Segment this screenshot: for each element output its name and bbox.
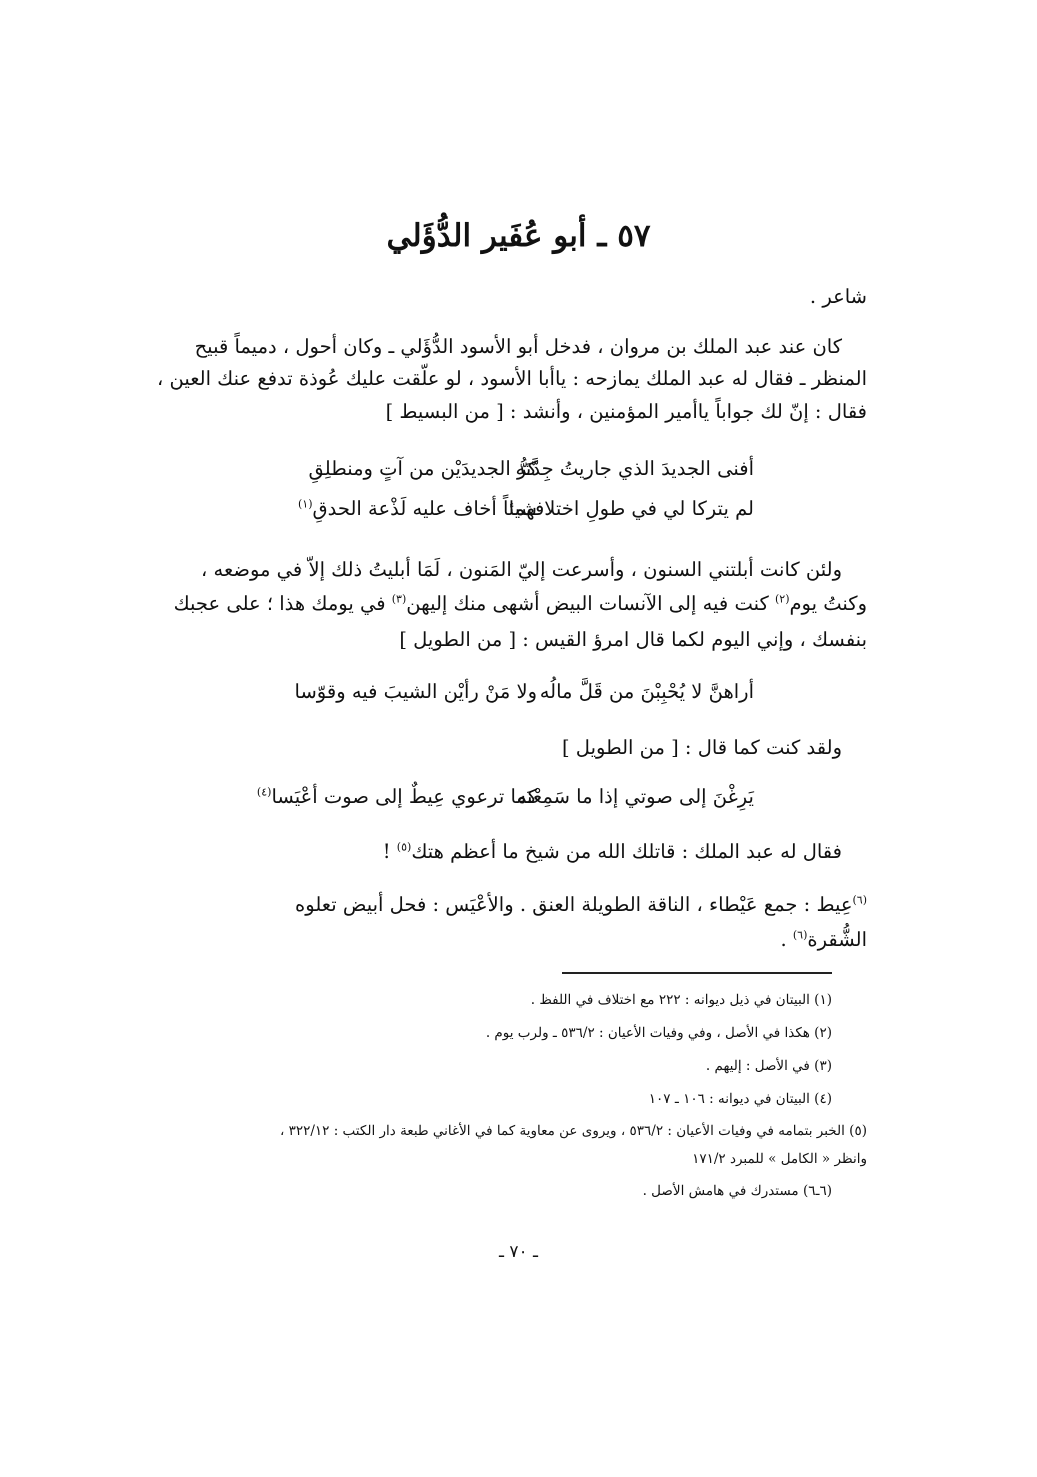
verse1-2-left-text: شيئاً أخاف عليه لَذْعة الحدقِ [312, 497, 537, 520]
verse1-1-left: كرُّ الجديدَيْن من آتٍ ومنطلِقِ [308, 457, 537, 480]
para2-line2-c: في يومك هذا ؛ على عجبك [173, 592, 392, 615]
footnote-ref-6b: (٦) [792, 928, 808, 942]
para5-line2 [167, 925, 867, 955]
footnote-2: (٢) هكذا في الأصل ، وفي وفيات الأعيان : ٥٣٦/٢ ـ ولرب يوم . [485, 1025, 832, 1041]
verse1-2-right: لم يتركا لي في طولِ اختلافهما [508, 497, 754, 520]
footnote-6: (٦ـ٦) مستدرك في هامش الأصل . [642, 1183, 832, 1199]
para2-line2-a: وكنتُ يوم [789, 592, 867, 615]
verse2-left: ولا مَنْ رأيْن الشيبَ فيه وقوّسا [294, 680, 537, 703]
footnote-separator [562, 972, 832, 974]
verse2-right: أراهنَّ لا يُحْبِبْنَ من قَلَّ مالُه [539, 680, 754, 703]
footnote-ref-3: (٣) [391, 592, 407, 606]
intro-line: شاعر . [809, 285, 867, 308]
footnote-ref-6a: (٦) [852, 893, 867, 907]
footnote-3: (٣) في الأصل : إليهم . [705, 1058, 832, 1074]
footnote-ref-5: (٥) [396, 840, 412, 854]
para5-line2-text: الشُّقرة [807, 928, 867, 951]
footnote-5: (٥) الخبر بتمامه في وفيات الأعيان : ٥٣٦/٢ ، ويروى عن معاوية كما في الأغاني طبعة دار الكتب : ٣٢٢/١٢ ، [279, 1123, 867, 1139]
page-title: ٥٧ ـ أبو عُفَير الدُّؤَلي [386, 218, 651, 254]
para4-tail: ! [382, 840, 397, 863]
para1-line2: المنظر ـ فقال له عبد الملك يمازحه : ياأبا الأسود ، لو علّقت عليك عُوذة تدفع عنك العين ، [157, 367, 867, 390]
para5-line1 [167, 890, 867, 920]
footnote-4: (٤) البيتان في ديوانه : ١٠٦ ـ ١٠٧ [648, 1091, 832, 1107]
verse3-right: يَرِغْنَ إلى صوتي إذا ما سَمِعْنَه [516, 785, 754, 808]
para5-line2-tail: . [780, 928, 793, 951]
verse3-left [237, 785, 537, 808]
para2-line2 [167, 589, 867, 619]
para2-line3: بنفسك ، وإني اليوم لكما قال امرؤ القيس : [ من الطويل ] [399, 628, 867, 651]
verse3-left-text: كما ترعوي عِيطٌ إلى صوت أعْيَسا [271, 785, 537, 808]
para3-line: ولقد كنت كما قال : [ من الطويل ] [562, 736, 842, 759]
footnote-ref-2: (٢) [774, 592, 790, 606]
para1-line1: كان عند عبد الملك بن مروان ، فدخل أبو الأسود الدُّؤَلي ـ وكان أحول ، دميماً قبيح [194, 335, 842, 358]
para1-line3: فقال : إنّ لك جواباً ياأمير المؤمنين ، وأنشد : [ من البسيط ] [385, 400, 867, 423]
para5-line1-text: عِيط : جمع عَيْطاء ، الناقة الطويلة العنق . والأعْيَس : فحل أبيض تعلوه [295, 893, 853, 916]
footnote-5-cont: وانظر « الكامل » للمبرد ١٧١/٢ [692, 1151, 867, 1167]
footnote-ref-1: (١) [298, 497, 313, 511]
para2-line2-b: كنت فيه إلى الآنسات البيض أشهى منك إليهن [406, 592, 775, 615]
para2-line1: ولئن كانت أبلتني السنون ، وأسرعت إليّ المَنون ، لَمَا أبليتُ ذلك إلاّ في موضعه ، [201, 558, 842, 581]
para4-text: فقال له عبد الملك : قاتلك الله من شيخ ما أعظم هتك [411, 840, 842, 863]
verse1-2-left [237, 497, 537, 520]
footnote-ref-4: (٤) [256, 785, 272, 799]
verse1-1-right: أفنى الجديدَ الذي جاريتُ جِدَّتَه [515, 457, 754, 480]
page-number: ـ ٧٠ ـ [498, 1242, 539, 1262]
para4-line [142, 837, 842, 867]
footnote-1: (١) البيتان في ذيل ديوانه : ٢٢٢ مع اختلاف في اللفظ . [530, 992, 832, 1008]
